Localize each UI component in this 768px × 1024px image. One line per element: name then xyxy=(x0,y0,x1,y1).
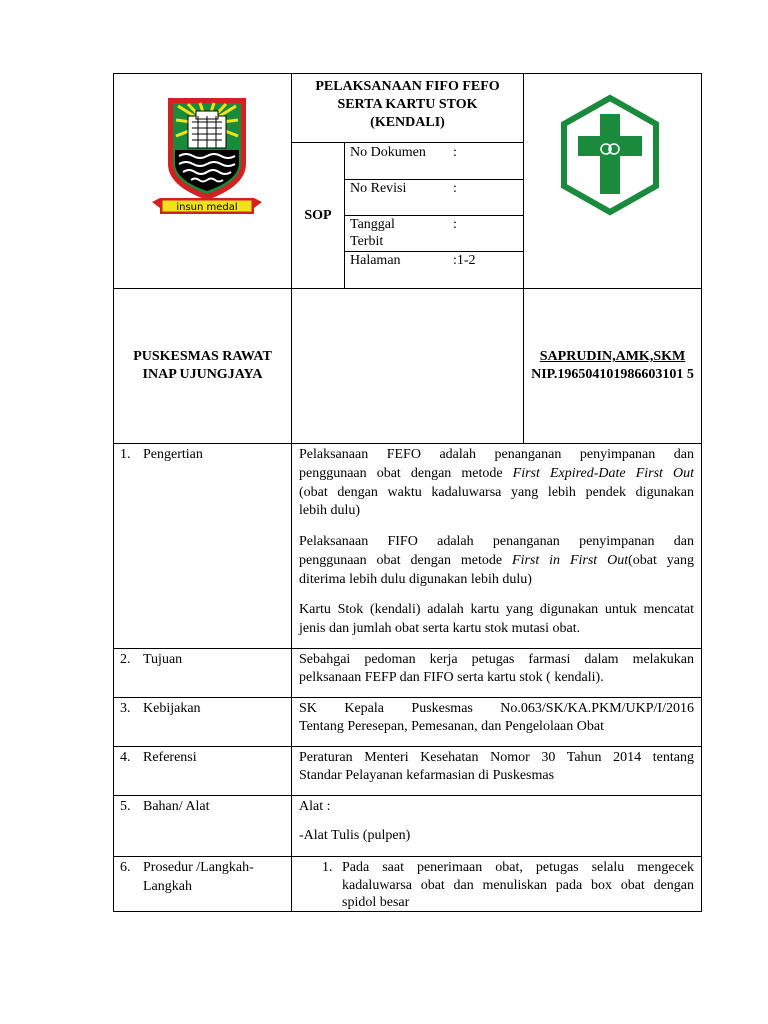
issue-date-label: Tanggal xyxy=(350,217,395,232)
s5-line-2: -Alat Tulis (pulpen) xyxy=(299,828,411,843)
institution-name xyxy=(114,348,291,384)
s4-line-2: Standar Pelayanan kefarmasian di Puskesmas xyxy=(299,768,555,783)
title-line-1: PELAKSANAAN FIFO FEFO xyxy=(315,79,500,94)
header-divider xyxy=(113,288,702,289)
doc-number-label: No Dokumen xyxy=(350,145,426,160)
s1-p1-line-2a: penggunaan obat dengan metode xyxy=(299,466,513,481)
s6-item-1-line-3: spidol besar xyxy=(342,895,410,910)
section-divider-4 xyxy=(113,746,702,747)
table-border-left xyxy=(113,73,114,912)
title-divider xyxy=(291,142,524,143)
s1-p3-line-2: jenis dan jumlah obat serta kartu stok mutasi obat. xyxy=(299,621,581,636)
s1-p1-line-1: Pelaksanaan FEFO adalah penanganan penyimpanan dan xyxy=(299,447,694,462)
s3-line-2: Tentang Peresepan, Pemesanan, dan Pengelolaan Obat xyxy=(299,719,604,734)
s1-p1-line-4: lebih dulu) xyxy=(299,503,361,518)
institution-line-1: PUSKESMAS RAWAT xyxy=(133,349,272,364)
section-6-label-2: Langkah xyxy=(143,879,192,894)
seal-motto: insun medal xyxy=(176,202,238,213)
s3-line-1: SK Kepala Puskesmas No.063/SK/KA.PKM/UKP/I/2016 xyxy=(299,701,694,716)
section-divider-2 xyxy=(113,648,702,649)
signatory xyxy=(524,348,701,384)
section-divider-6 xyxy=(113,856,702,857)
section-4-number: 4. xyxy=(120,750,131,765)
section-1-number: 1. xyxy=(120,447,131,462)
s1-p1-line-2b: First Expired-Date First Out xyxy=(512,466,694,481)
revision-label: No Revisi xyxy=(350,181,407,196)
s4-line-1: Peraturan Menteri Kesehatan Nomor 30 Tahun 2014 tentang xyxy=(299,750,694,765)
s1-p2-line-2c: (obat yang xyxy=(628,553,694,568)
s2-line-2: pelksanaan FEFP dan FIFO serta kartu stok ( kendali). xyxy=(299,670,604,685)
s2-line-1: Sebahgai pedoman kerja petugas farmasi dalam melakukan xyxy=(299,652,694,667)
section-3-label: Kebijakan xyxy=(143,701,201,716)
s1-p2-line-1: Pelaksanaan FIFO adalah penanganan penyimpanan dan xyxy=(299,534,694,549)
sop-label: SOP xyxy=(304,208,332,223)
title-line-2: SERTA KARTU STOK xyxy=(337,97,478,112)
s5-line-1: Alat : xyxy=(299,799,331,814)
issue-date-label-2: Terbit xyxy=(350,234,384,249)
page-value: :1-2 xyxy=(453,253,476,268)
s1-p3-line-1: Kartu Stok (kendali) adalah kartu yang digunakan untuk mencatat xyxy=(299,602,694,617)
section-5-number: 5. xyxy=(120,799,131,814)
s6-item-1-line-2: kadaluwarsa obat dan menuliskan pada box obat dengan xyxy=(342,878,694,893)
s1-p1-line-3: (obat dengan waktu kadaluwarsa yang lebih pendek digunakan xyxy=(299,485,694,500)
table-border-right xyxy=(701,73,702,912)
section-2-label: Tujuan xyxy=(143,652,183,667)
section-4-label: Referensi xyxy=(143,750,197,765)
section-6-number: 6. xyxy=(120,860,131,875)
s1-p2-line-3: diterima lebih dulu digunakan lebih dulu) xyxy=(299,572,532,587)
section-divider-3 xyxy=(113,697,702,698)
revision-sep: : xyxy=(453,181,457,196)
s1-p2-line-2b: First in First Out xyxy=(512,553,629,568)
issue-date-sep: : xyxy=(453,217,457,232)
section-3-number: 3. xyxy=(120,701,131,716)
s1-p1-line-2 xyxy=(299,465,694,483)
signatory-nip: NIP.196504101986603101 5 xyxy=(531,367,694,382)
section-2-number: 2. xyxy=(120,652,131,667)
document-title xyxy=(292,78,523,132)
section-divider-5 xyxy=(113,795,702,796)
column-divider-right xyxy=(523,73,524,443)
column-divider xyxy=(291,73,292,912)
s1-p2-line-2a: penggunaan obat dengan metode xyxy=(299,553,513,568)
section-1-label: Pengertian xyxy=(143,447,203,462)
section-divider-1 xyxy=(113,443,702,444)
section-5-label: Bahan/ Alat xyxy=(143,799,210,814)
s1-p2-line-2 xyxy=(299,552,694,570)
title-line-3: (KENDALI) xyxy=(370,115,445,130)
regency-seal-logo xyxy=(148,94,266,218)
table-border-top xyxy=(113,73,702,74)
section-6-label: Prosedur /Langkah- xyxy=(143,860,254,875)
s6-item-1-line-1: Pada saat penerimaan obat, petugas selalu mengecek xyxy=(342,860,694,875)
doc-number-sep: : xyxy=(453,145,457,160)
s6-item-1-number: 1. xyxy=(322,860,333,875)
page-label: Halaman xyxy=(350,253,401,268)
puskesmas-logo xyxy=(558,94,662,218)
institution-line-2: INAP UJUNGJAYA xyxy=(142,367,263,382)
signatory-name: SAPRUDIN,AMK,SKM xyxy=(539,349,686,364)
